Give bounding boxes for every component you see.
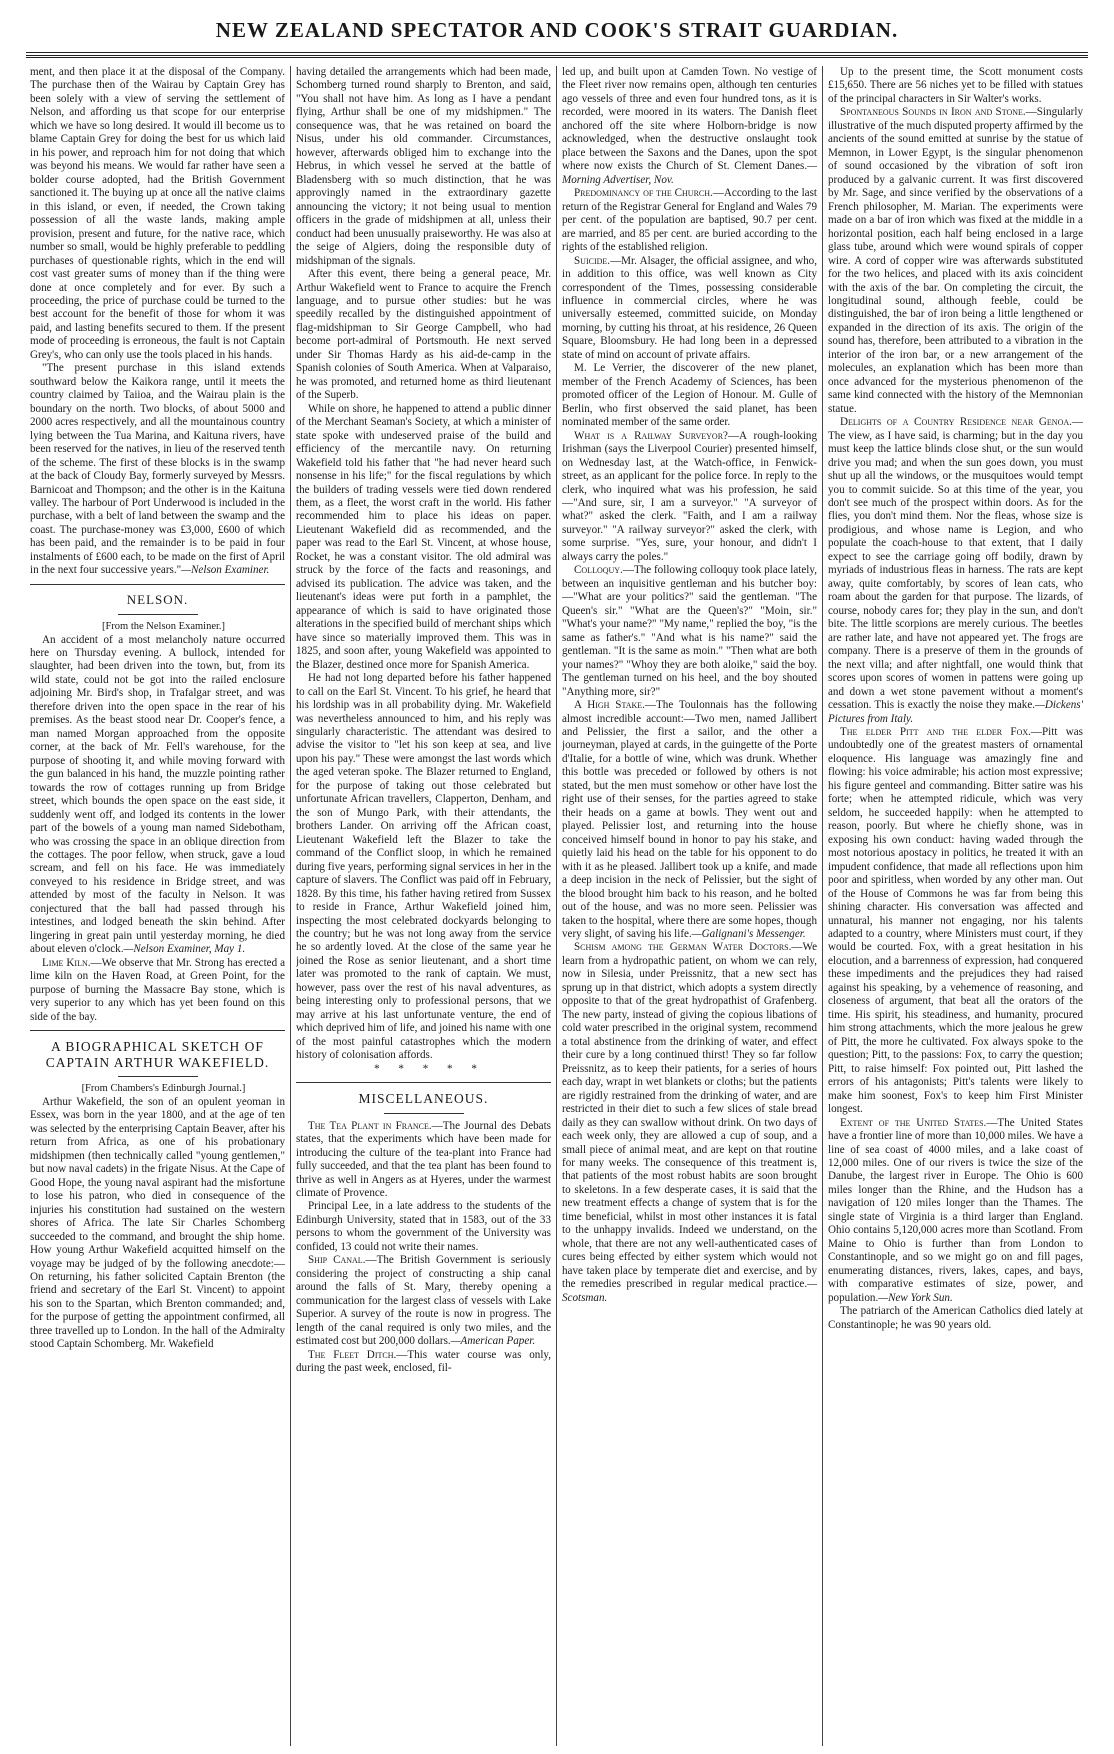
article-paragraph <box>296 1120 551 1201</box>
column-2 <box>296 66 551 1746</box>
article-paragraph: The patriarch of the American Catholics died lately at Constantinople; he was 90 years old. <box>828 1305 1083 1331</box>
source-credit: —Nelson Examiner, May 1. <box>123 943 246 956</box>
paragraph-lead: Schism among the German Water Doctors. <box>574 941 792 954</box>
article-paragraph <box>562 430 817 565</box>
masthead: NEW ZEALAND SPECTATOR AND COOK'S STRAIT GUARDIAN. <box>215 18 899 42</box>
paragraph-lead: Predominancy of the Church. <box>574 187 713 200</box>
article-paragraph: After this event, there being a general peace, Mr. Arthur Wakefield went to France to acquire the French language, and to pursue other studies: but he was speedily recalled by the distinguished appointment of flag-midshipman to Sir George Campbell, who had become port-admiral of Portsmouth. He next served under Sir Thomas Hardy as his aid-de-camp in the Spanish colonies of South America. When at Valparaiso, he was promoted, and returned home as third lieutenant of the Superb. <box>296 268 551 402</box>
masthead-double-rule <box>26 55 1088 58</box>
section-stars: * * * * * <box>374 1062 485 1075</box>
article-text: —A rough-looking Irishman (says the Liverpool Courier) presented himself, on Wednesday last, at the Watch-office, in Fenwick-street, as an applicant for the police force. In reply to the clerk, who inquired what was his profession, he said—"And sure, sir, I am a surveyor." "A surveyor of what?" asked the clerk. "Faith, and I am a railway surveyor." "A railway surveyor?" asked the clerk, with some surprise. "Yes, sure, your honour, and didn't I always carry the poles." <box>562 429 817 563</box>
column-3 <box>562 66 817 1746</box>
paragraph-lead: The Tea Plant in France. <box>308 1119 432 1132</box>
paragraph-lead: Suicide. <box>574 254 611 267</box>
heading-rule <box>118 614 198 615</box>
article-text: An accident of a most melancholy nature occurred here on Thursday evening. A bullock, intended for slaughter, had been driven into the town, but, from its wild state, could not be got into the railed enclosure adjoining Mr. Bird's shop, in Trafalgar street, and was therefore driven into the open space in the rear of his premises. As the beast stood near Dr. Cooper's fence, a man named Morgan approached from the opposite corner, at the back of Mr. Fell's warehouse, for the purpose of shooting it, and while moving forward with the gun balanced in his hand, the muzzle pointing rather towards the row of cottages running up from Bridge street, which bounds the open space on the east side, it suddenly went off, and lodged its contents in the lower part of the bowels of a young man named Sidebotham, who was crossing the space in an oblique direction from the cottages. The poor fellow, when struck, gave a loud scream, and fell on his face. He was immediately conveyed to his residence in Bridge street, and was attended by most of the faculty in Nelson. It was conjectured that the ball had passed through his intestines, and lodged beneath the skin behind. After lingering in great pain until yesterday morning, he died about eleven o'clock. <box>30 633 285 956</box>
column-divider <box>822 66 823 1746</box>
source-credit: —Morning Advertiser, Nov. <box>562 160 817 186</box>
masthead-rule <box>26 52 1088 53</box>
article-paragraph <box>828 726 1083 1117</box>
paragraph-lead: Delights of a Country Residence near Genoa. <box>840 416 1072 429</box>
source-credit: —American Paper. <box>450 1335 536 1348</box>
article-paragraph <box>296 1254 551 1348</box>
article-text: —The Toulonnais has the following almost incredible account:—Two men, named Jallibert and Pelissier, the first a sailor, and the other a journeyman, played at cards, in the guingette of the Porte d'Italie, for a bottle of wine, which was drunk. Whether this bottle was preceded or followed by others is not stated, but the men must somehow or other have lost the right use of their senses, for the parties agreed to stake their heads on a game at bowls. They went out and played. Pelissier lost, and returning into the house conceived himself bound in honor to pay his stake, and quietly laid his head on the table for his opponent to do with it as he pleased. Jallibert took up a knife, and made a deep incision in the neck of Pelissier, but the sight of the blood brought him back to his reason, and he bolted out of the house, and was no more seen. Pelissier was taken to the hospital, where there are some hopes, though very slight, of saving his life. <box>562 699 817 940</box>
source-credit: —Scotsman. <box>562 1278 817 1304</box>
source-credit: —Galignani's Messenger. <box>691 928 806 940</box>
section-rule <box>296 1082 551 1083</box>
section-heading-miscellaneous: MISCELLANEOUS. <box>358 1091 489 1107</box>
source-credit: —Nelson Examiner. <box>181 564 270 577</box>
article-text: —The Journal des Debats states, that the experiments which have been made for introducing the culture of the tea-plant into France had fully succeeded, and that the tea plant has been found to thrive as well in Angers as at Hyeres, under the warmest climate of Provence. <box>296 1119 551 1200</box>
paragraph-lead: Ship Canal. <box>308 1254 366 1267</box>
article-paragraph <box>296 1349 551 1376</box>
article-paragraph <box>562 187 817 254</box>
source-note: [From Chambers's Edinburgh Journal.] <box>81 1083 246 1095</box>
paragraph-lead: The Fleet Ditch. <box>308 1348 397 1361</box>
article-paragraph <box>562 66 817 187</box>
paragraph-lead: The elder Pitt and the elder Fox. <box>840 725 1031 738</box>
article-text: —We observe that Mr. Strong has erected a lime kiln on the Haven Road, at Green Point, for the purpose of burning the Massacre Bay stone, which is very superior to any which has yet been found on this side of the bay. <box>30 956 285 1023</box>
article-text: —The United States have a frontier line of more than 10,000 miles. We have a line of sea coast of 4000 miles, and a lake coast of 12,000 miles. One of our rivers is twice the size of the Danube, the largest river in Europe. The Ohio is 600 miles longer than the Rhine, and the Hudson has a navigation of 120 miles longer than the Thames. The single state of Virginia is a third larger than England. Ohio contains 5,120,000 acres more than Scotland. From Maine to Ohio is further than from London to Constantinople, and so we might go on and fill pages, enumerating distances, rivers, lakes, capes, and bays, with comparative estimates of size, power, and population. <box>828 1116 1083 1304</box>
article-paragraph <box>562 699 817 941</box>
heading-rule <box>384 1113 464 1114</box>
article-text: —This water course was only, during the past week, enclosed, fil- <box>296 1348 551 1375</box>
paragraph-lead: Extent of the United States. <box>840 1116 987 1129</box>
article-paragraph: Arthur Wakefield, the son of an opulent yeoman in Essex, was born in the year 1800, and at the age of ten was selected by the enterprising Captain Beaver, after his return from Africa, as one of his probationary midshipmen (then technically called "young gentlemen," but now naval cadets) in the frigate Nisus. At the Cape of Good Hope, the young naval aspirant had the misfortune to lose his patron, who died in consequence of the injuries his constitution had sustained on the western shores of Africa. The late Sir Charles Schomberg succeeded to the command, and brought the ship home. How young Arthur Wakefield acquitted himself on the voyage may be judged of by the following anecdote:—On returning, his father solicited Captain Brenton (the friend and secretary of the Earl St. Vincent) to appoint his son to the Spartan, which Brenton commanded; and, for the purpose of getting the appointment confirmed, all three travelled up to London. In the hall of the Admiralty stood Captain Schomberg. Mr. Wakefield <box>30 1095 285 1351</box>
article-paragraph: ment, and then place it at the disposal of the Company. The purchase then of the Wairau by Captain Grey has been solely with a view of serving the settlement of Nelson, and affording us that scope for our enterprise which we have so long desired. It would ill become us to blame Captain Grey for doing the best for us which laid in his power, and reproach him for not doing that which was beyond his means. We would far rather have seen a bolder course adopted, had the British Government sanctioned it. The buying up at once all the native claims in this island, or even, if needed, the Crown taking possession of all the waste lands, making ample provision, present and future, for the native race, which number so small, would be highly preferable to peddling purchases of questionable rights, which in the end will cost vast greater sums of money than if the thing were done at once completely and for ever. By such a proceeding, the price of purchase could be turned to the best account for the benefit of those for whom it was paid, and lasting benefits secured to them. If the present mode of proceeding is erroneous, the fault is not Captain Grey's, who can only use the tools placed in his hands. <box>30 66 285 361</box>
section-heading-nelson: NELSON. <box>126 591 189 607</box>
article-text: —The view, as I have said, is charming; but in the day you must keep the lattice blinds close shut, or the sun would drive you mad; and when the sun goes down, you must shut up all the windows, or the musquitoes would tempt you to commit suicide. So at this time of the year, you don't see much of the prospect within doors. As for the flies, you don't mind them. Nor the fleas, whose size is prodigious, and whose name is Legion, and who populate the coach-house to that extent, that I daily expect to see the carriage going off bodily, drawn by myriads of industrious fleas in harness. The rats are kept away, quite comfortably, by scores of lean cats, who roam about the garden for that purpose. The lizards, of course, nobody cares for; they play in the sun, and don't bite. The little scorpions are merely curious. The beetles are rather late, and have not appeared yet. The frogs are company. There is a preserve of them in the grounds of the next villa; and after nightfall, one would think that scores upon scores of women in pattens were going up and down a wet stone pavement without a moment's cessation. This is exactly the noise they make. <box>828 416 1083 712</box>
quote-text: "The present purchase in this island extends southward below the Kaikora range, until it meets the country claimed by Taiioa, and the Wairau plain is the boundary on the north. Two blocks, of about 5000 and 2000 acres respectively, and all the mountainous country lying between the Tua Marina, and Kaituna rivers, have been reserved for the natives, in lieu of the reserved tenth of the scheme. The first of these blocks is in the swamp at the back of Cloudy Bay, formerly surveyed by Messrs. Barnicoat and Thompson; and the other is in the Kaituna valley. The harbour of Port Underwood is included in the purchase, with a belt of land between the swamp and the coast. The purchase-money was £3,000, £600 of which has been paid, and the remainder is to be paid in four instalments of £600 each, to be made on the first of April in the next four successive years." <box>30 362 285 577</box>
source-credit: —New York Sun. <box>878 1291 953 1304</box>
paragraph-lead: Spontaneous Sounds in Iron and Stone. <box>840 106 1026 119</box>
heading-rule <box>118 1076 198 1077</box>
article-paragraph: Principal Lee, in a late address to the students of the Edinburgh University, stated that in 1583, out of the 33 persons to whom the government of the University was confided, 13 could not write their names. <box>296 1200 551 1253</box>
column-4 <box>828 66 1083 1746</box>
paragraph-lead: What is a Railway Surveyor? <box>574 429 728 442</box>
article-text: —According to the last return of the Registrar General for England and Wales 79 per cent. of the population are baptised, 90.7 per cent. are married, and 85 per cent. are buried according to the rights of the established religion. <box>562 187 817 254</box>
article-text: —Singularly illustrative of the much disputed property affirmed by the ancients of the sound emitted at sunrise by the statue of Memnon, in Lower Egypt, is the singular phenomenon of sound occasioned by the vibration of soft iron produced by a galvanic current. It was first discovered by Mr. Sage, and since verified by the observations of a French philosopher, M. Marian. The experiments were made on a bar of iron which was fixed at the middle in a horizontal position, each half being enclosed in a large glass tube, around which were wound spirals of copper wire. A cord of copper wire was afterwards substituted for the two helices, and placed with its axis coincident with the axis of the bar. On completing the circuit, the longitudinal sound, although feeble, could be distinguished, the bar of iron being a little lengthened or expanded in the direction of its axis. The origin of the sound has, therefore, been attributed to a vibration in the interior of the iron bar, or a new arrangement of the molecules, an explanation which has been more than once advanced for the mysterious phenomenon of the same kind connected with the history of the Memnonian statue. <box>828 106 1083 415</box>
column-1 <box>30 66 285 1746</box>
article-paragraph: Up to the present time, the Scott monument costs £15,650. There are 56 niches yet to be filled with statues of the principal characters in Sir Walter's works. <box>828 66 1083 105</box>
article-text: —Pitt was undoubtedly one of the greatest masters of ornamental eloquence. His language was amazingly fine and flowing: his voice admirable; his action most expressive; his figure genteel and commanding. Bitter satire was his forte; when he attempted ridicule, which was very seldom, he succeeded happily: when he attempted to reason, poorly. But where he chiefly shone, was in exposing his own conduct: having waded through the most notorious apostacy in politics, he treated it with an impudent confidence, that made all reflections upon him poor and spiritless, when worded by any other man. Out of the House of Commons he was far from being this shining character. His conversation was affected and unnatural, his manner not engaging, nor his talents adapted to a country, where Ministers must court, if they would be courted. Fox, with a great hesitation in his elocution, and a barrenness of expression, had conquered these impediments and the prejudices they had raised against his speaking, by a vehemence of reasoning, and closeness of argument, that beat all the orators of the time. His spirit, his steadiness, and humanity, procured him strong attachments, which the more jealous he grew of Pitt, the more he cultivated. Fox always spoke to the question; Pitt, to the passions: Fox, to carry the question; Pitt, to raise himself: Fox pointed out, Pitt lashed the errors of his antagonists; Pitt's talents were likely to make him soonest, Fox's to keep him First Minister longest. <box>828 725 1083 1116</box>
article-paragraph: having detailed the arrangements which had been made, Schomberg turned round sharply to Brenton, and said, "You shall not have him. As long as I have a pendant flying, Arthur shall be one of my midshipmen." The consequence was, that he was retained on board the Nisus, under his old commander. Circumstances, however, afterwards obliged him to exchange into the Hebrus, in which vessel he served at the battle of Bladensberg with so much distinction, that he was approvingly named in the extraordinary gazette announcing the victory; it not being usual to mention officers in the grade of midshipmen at all, unless their conduct had been unusually praiseworthy. He was also at the seige of Algiers, doing the responsible duty of midshipman of the signals. <box>296 66 551 267</box>
article-paragraph: While on shore, he happened to attend a public dinner of the Merchant Seaman's Society, at which a minister of state spoke with undeserved praise of the build and efficiency of the mercantile navy. On returning Wakefield told his father that "he had never heard such nonsense in his life;" for the fiscal regulations by which the builders of trading vessels were tied down rendered them, as a fleet, the worst craft in the world. His father recommended him to place his ideas on paper. Lieutenant Wakefield did as recommended, and the paper was read to the Earl St. Vincent, at whose house, Rocket, he was a constant visitor. The old admiral was struck by the force of the facts and reasonings, and advised its publication. The advice was taken, and the lieutenant's ideas were put forth in a pamphlet, the appearance of which is said to have originated those alterations in the specified build of merchant ships which have since so materially improved them. This was in 1825, and soon after, young Wakefield was appointed to the Blazer, destined once more for Spanish America. <box>296 402 551 671</box>
article-paragraph <box>30 362 285 578</box>
article-text: led up, and built upon at Camden Town. No vestige of the Fleet river now remains open, although ten centuries ago vessels of three and even four hundred tons, as it is recorded, were moored in its waters. The Danish fleet anchored off the site where Holborn-bridge is now acknowledged, when the destructive onslaught took place between the Saxons and the Danes, upon the spot where now exists the Church of St. Clement Danes. <box>562 66 817 173</box>
section-rule <box>30 584 285 585</box>
column-divider <box>556 66 557 1746</box>
article-text: —Mr. Alsager, the official assignee, and who, in addition to this office, was well known as City correspondent of the Times, possessing considerable influence in commercial circles, where he was universally esteemed, committed suicide, on Monday morning, by cutting his throat, at his residence, 26 Queen Square, Bloomsbury. He had long been in a depressed state of mind on account of private affairs. <box>562 254 817 361</box>
article-paragraph: He had not long departed before his father happened to call on the Earl St. Vincent. To his grief, he heard that his lordship was in all probability dying. Mr. Wakefield was nevertheless announced to him, and his reply was singularly characteristic. The attendant was desired to advise the visitor to "let his son keep at sea, and live upon his pay." These were amongst the last words which the aged veteran spoke. The Blazer returned to England, for the purpose of taking out those celebrated but unfortunate African travellers, Clapperton, Denham, and the son of Mungo Park, with their attendants, the brothers Lander. On arriving off the African coast, Lieutenant Wakefield left the Blazer to take the command of the Conflict sloop, in which he remained during five years, performing signal services in her in the capture of slavers. The Conflict was paid off in February, 1828. By this time, his father having retired from Sussex to reside in France, Arthur Wakefield joined him, inspecting the most celebrated dockyards belonging to the country; but he was not long away from the service he so ardently loved. At the close of the same year he joined the Rose as senior lieutenant, and a short time later was promoted to the rank of captain. We must, however, pass over the rest of his naval adventures, as being interesting only to professional persons, that we may arrive at his last unfortunate venture, the end of which deprived him of life, and joined his name with one of the most painful catastrophes which the modern history of colonisation affords. <box>296 672 551 1062</box>
article-paragraph <box>828 416 1083 726</box>
article-paragraph <box>828 106 1083 416</box>
article-paragraph <box>562 941 817 1305</box>
article-text: —The following colloquy took place lately, between an inquisitive gentleman and his butcher boy:—"What are your politics?" said the gentleman. "The Queen's sir." "What are the Queen's?" "Moin, sir." "What's your name?" "My name," replied the boy, "is the same as father's." "And what is his name?" said the gentleman. "It is the same as moin." "Then what are both your names?" "Whoy they are both aloike," said the boy. The gentleman turned on his heel, and the boy shouted "Anything more, sir?" <box>562 564 817 698</box>
section-rule <box>30 1030 285 1031</box>
source-credit: —Dickens' Pictures from Italy. <box>828 699 1083 725</box>
article-text: —We learn from a hydropathic patient, on whom we can rely, now in Silesia, under Preissnitz, that a new sect has sprung up in that district, which adopts a system directly opposite to that of the great hydropathist of Grafenberg. The new party, instead of giving the copious libations of cold water prescribed in the original system, recommend a total abstinence from the drinking of water, and effect their cure by a long continued thirst! They so far follow Preissnitz, as to keep their patients, for a series of hours each day, wrapt in wet blankets or cloths; but the patients are rigidly restrained from the drinking of water, and are restricted in their diet to such a few slices of stale bread daily as they can swallow without drink. On two days of each week only, they are allowed a cup of soup, and a small piece of animal meat, and are kept on that routine for many weeks. The consequence of this treatment is, that patients of the most robust habits are soon brought to skeletons. In a few desperate cases, it is said that the new treatment effects a change of system that is for the time beneficial, whilst in most other instances it is fatal to the unhappy invalids. Indeed we understand, on the whole, that there are not any well-authenticated cases of cures being effected by either system which would not have taken place by temperate diet and exercise, and by the remedies prescribed in regular medical practice. <box>562 941 817 1291</box>
article-paragraph <box>30 634 285 957</box>
article-paragraph <box>562 564 817 699</box>
section-heading-biography: A BIOGRAPHICAL SKETCH OF CAPTAIN ARTHUR WAKEFIELD. <box>45 1039 270 1070</box>
article-paragraph <box>562 255 817 363</box>
paragraph-lead: Colloquy. <box>574 564 623 577</box>
paragraph-lead: Lime Kiln. <box>42 956 91 969</box>
article-paragraph: M. Le Verrier, the discoverer of the new planet, member of the French Academy of Sciences, has been promoted officer of the Legion of Honour. M. Gulle of Berlin, who first observed the said planet, has been nominated member of the same order. <box>562 362 817 429</box>
article-text: —The British Government is seriously considering the project of constructing a ship canal around the falls of St. Mary, thereby opening a communication for the largest class of vessels with Lake Superior. A survey of the route is now in progress. The length of the canal required is only two miles, and the estimated cost but 200,000 dollars. <box>296 1254 551 1348</box>
article-paragraph <box>30 957 285 1024</box>
column-divider <box>290 66 291 1746</box>
article-paragraph <box>828 1117 1083 1306</box>
source-note: [From the Nelson Examiner.] <box>101 620 226 632</box>
paragraph-lead: A High Stake. <box>574 699 645 712</box>
